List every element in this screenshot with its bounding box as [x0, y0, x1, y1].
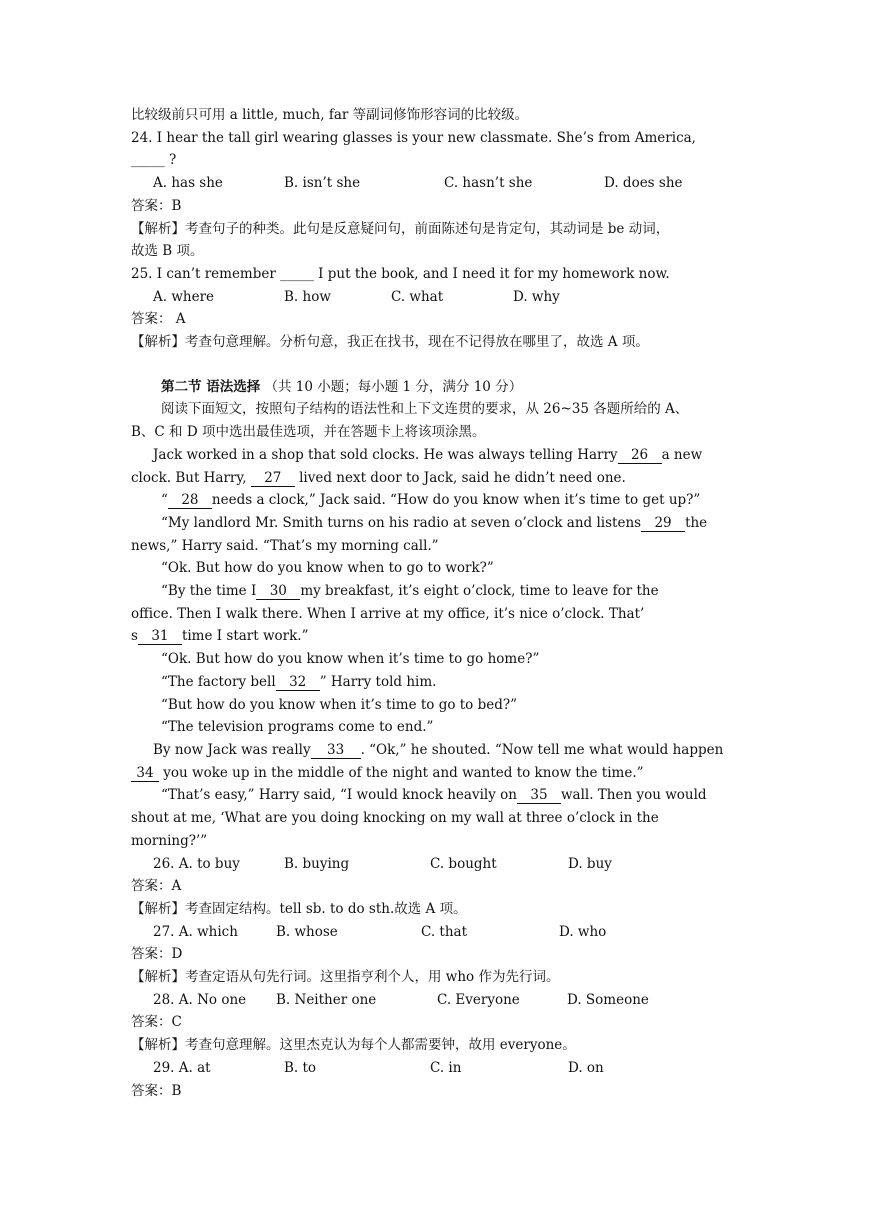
section-note: （共 10 小题；每小题 1 分，满分 10 分） — [264, 378, 523, 395]
option-b: B. isn’t she — [284, 175, 361, 192]
answer-25: 答案： A — [131, 311, 186, 328]
option-c: C. hasn’t she — [444, 175, 533, 192]
question-24: 24. I hear the tall girl wearing glasses is your new classmate. She’s from America, — [131, 129, 696, 146]
passage-line: clock. But Harry, 27 lived next door to Jack, said he didn’t need one. — [131, 469, 626, 486]
question-28-options: 28. A. No one B. Neither one C. Everyone D. Someone — [153, 991, 649, 1008]
blank-28: 28 — [168, 492, 212, 509]
blank-29: 29 — [641, 515, 685, 532]
passage-line: s 31 time I start work.” — [131, 628, 309, 645]
option-a: A. where — [153, 288, 215, 305]
explanation-24: 【解析】考查句子的种类。此句是反意疑问句，前面陈述句是肯定句，其动词是 be 动词， — [131, 220, 670, 237]
question-24-options — [131, 172, 737, 195]
blank-26: 26 — [618, 447, 662, 464]
question-26-options: 26. A. to buy B. buying C. bought D. buy — [153, 855, 612, 872]
passage-line: By now Jack was really 33 . “Ok,” he shouted. “Now tell me what would happen — [153, 741, 724, 758]
passage-line: shout at me, ‘What are you doing knocking on my wall at three o’clock in the — [131, 810, 659, 827]
question-25: 25. I can’t remember _____ I put the book, and I need it for my homework now. — [131, 265, 670, 282]
blank-27: 27 — [251, 470, 295, 487]
blank-35: 35 — [517, 787, 561, 804]
answer-27: 答案：D — [131, 946, 183, 963]
explanation-25: 【解析】考查句意理解。分析句意，我正在找书，现在不记得放在哪里了，故选 A 项。 — [131, 334, 649, 351]
blank-33: 33 — [311, 742, 361, 759]
answer-24: 答案：B — [131, 197, 182, 214]
text-line: 比较级前只可用 a little, much, far 等副词修饰形容词的比较级。 — [131, 107, 529, 123]
blank-34: 34 — [131, 765, 159, 782]
passage-line: “But how do you know when it’s time to go to bed?” — [161, 696, 518, 713]
answer-28: 答案：C — [131, 1014, 182, 1031]
blank-30: 30 — [256, 583, 300, 600]
passage-line: “By the time I 30 my breakfast, it’s eight o’clock, time to leave for the — [161, 583, 659, 600]
explanation-26: 【解析】考查固定结构。tell sb. to do sth.故选 A 项。 — [131, 900, 467, 917]
answer-29: 答案：B — [131, 1082, 182, 1099]
option-a: A. has she — [153, 175, 223, 192]
passage-line: 34 you woke up in the middle of the night and wanted to know the time.” — [131, 762, 737, 785]
section-heading — [131, 376, 737, 399]
passage-line: news,” Harry said. “That’s my morning call.” — [131, 537, 439, 554]
question-24-blank: _____ ? — [131, 152, 177, 169]
option-d: D. does she — [604, 175, 683, 192]
option-c: C. what — [391, 288, 444, 305]
passage-line: “The factory bell 32 ” Harry told him. — [161, 673, 437, 690]
blank-31: 31 — [138, 628, 182, 645]
blank-32: 32 — [276, 674, 320, 691]
question-27-options: 27. A. which B. whose C. that D. who — [153, 923, 607, 940]
option-b: B. how — [284, 288, 331, 305]
passage-line: Jack worked in a shop that sold clocks. He was always telling Harry 26 a new — [153, 446, 703, 463]
explanation-27: 【解析】考查定语从句先行词。这里指亨利个人，用 who 作为先行词。 — [131, 969, 560, 986]
explanation-28: 【解析】考查句意理解。这里杰克认为每个人都需要钟，故用 everyone。 — [131, 1037, 576, 1054]
answer-26: 答案：A — [131, 878, 182, 895]
question-29-options: 29. A. at B. to C. in D. on — [153, 1059, 604, 1076]
passage-line: “ 28 needs a clock,” Jack said. “How do you know when it’s time to get up?” — [161, 492, 701, 509]
instructions-cont: B、C 和 D 项中选出最佳选项，并在答题卡上将该项涂黑。 — [131, 424, 486, 441]
passage-line: “Ok. But how do you know when it’s time to go home?” — [161, 651, 540, 668]
passage-line: “That’s easy,” Harry said, “I would knock heavily on 35 wall. Then you would — [161, 787, 707, 804]
passage-line: “Ok. But how do you know when to go to work?” — [161, 560, 494, 577]
document-page — [131, 104, 737, 1102]
instructions: 阅读下面短文，按照句子结构的语法性和上下文连贯的要求，从 26~35 各题所给的 A、 — [161, 401, 689, 418]
option-d: D. why — [513, 288, 560, 305]
section-title: 第二节 语法选择 — [161, 378, 261, 395]
passage-line: “The television programs come to end.” — [161, 719, 434, 736]
question-25-options — [131, 286, 737, 309]
passage-line: “My landlord Mr. Smith turns on his radio at seven o’clock and listens 29 the — [161, 514, 708, 531]
passage-line: office. Then I walk there. When I arrive at my office, it’s nice o’clock. That’ — [131, 605, 645, 622]
passage-line: morning?’” — [131, 832, 208, 849]
explanation-24-cont: 故选 B 项。 — [131, 243, 204, 260]
